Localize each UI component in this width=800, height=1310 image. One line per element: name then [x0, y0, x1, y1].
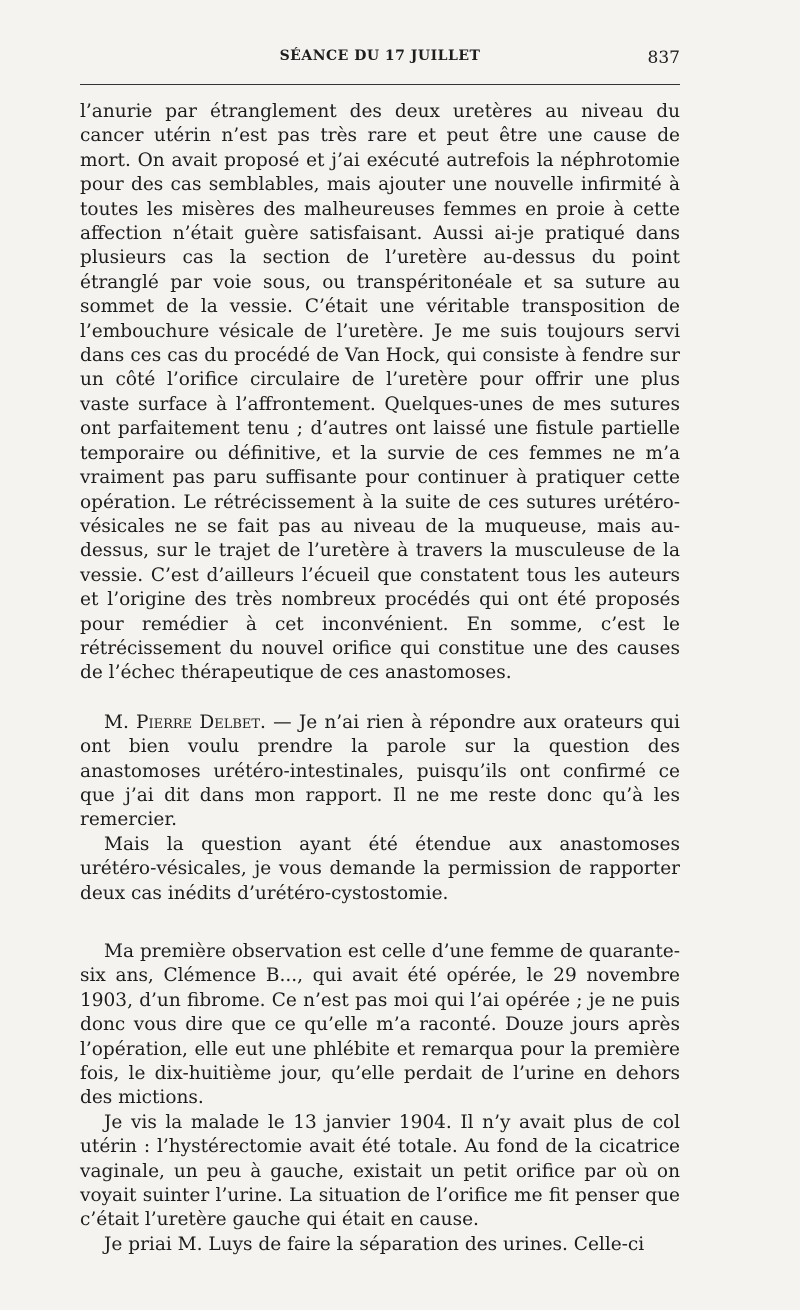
speaker-paragraph [80, 711, 680, 833]
paragraph-1: l’anurie par étranglement des deux uretères au niveau du cancer utérin n’est pas très rare et peut être une cause de mort. On avait proposé et j’ai exécuté autrefois la néphrotomie pour des cas semblables, mais ajouter une nouvelle infirmité à toutes les misères des malheureuses femmes en proie à cette affection n’était guère satisfaisant. Aussi ai-je pratiqué dans plusieurs cas la section de l’uretère au-dessus du point étranglé par voie sous, ou transpéritonéale et sa suture au sommet de la vessie. C’était une véritable transposition de l’embouchure vésicale de l’uretère. Je me suis toujours servi dans ces cas du procédé de Van Hock, qui consiste à fendre sur un côté l’orifice circulaire de l’uretère pour offrir une plus vaste surface à l’affrontement. Quelques-unes de mes sutures ont parfaitement tenu ; d’autres ont laissé une fistule partielle temporaire ou définitive, et la survie de ces femmes ne m’a vraiment pas paru suffisante pour continuer à pratiquer cette opération. Le rétrécissement à la suite de ces sutures urétéro-vésicales ne se fait pas au niveau de la muqueuse, mais au-dessus, sur le trajet de l’uretère à travers la musculeuse de la vessie. C’est d’ailleurs l’écueil que constatent tous les auteurs et l’origine des très nombreux procédés qui ont été proposés pour remédier à cet inconvénient. En somme, c’est le rétrécissement du nouvel orifice qui constitue une des causes de l’échec thérapeutique de ces anastomoses. [80, 101, 680, 684]
paragraph-6: Je priai M. Luys de faire la séparation des urines. Celle-ci [104, 1233, 645, 1255]
paragraph-3: Mais la question ayant été étendue aux anastomoses urétéro-vésicales, je vous demande la permission de rapporter deux cas inédits d’urétéro-cystostomie. [80, 833, 680, 904]
speaker-prefix: M. [104, 711, 137, 733]
paragraph-5: Je vis la malade le 13 janvier 1904. Il n’y avait plus de col utérin : l’hystérectomie avait été totale. Au fond de la cicatrice vaginale, un peu à gauche, existait un petit orifice par où on voyait suinter l’urine. La situation de l’orifice me fit penser que c’était l’uretère gauche qui était en cause. [80, 1111, 680, 1231]
page-number: 837 [647, 48, 680, 68]
running-title: SÉANCE DU 17 JUILLET [279, 48, 481, 64]
page-header [80, 48, 680, 78]
header-rule [80, 84, 680, 85]
paragraph-2-text: Je n’ai rien à répondre aux orateurs qui ont bien voulu prendre la parole sur la question des anastomoses urétéro-intestinales, puisqu’ils ont confirmé ce que j’ai dit dans mon rapport. Il ne me reste donc qu’à les remercier. [80, 711, 680, 831]
paragraph-4: Ma première observation est celle d’une femme de quarante-six ans, Clémence B..., qui avait été opérée, le 29 novembre 1903, d’un fibrome. Ce n’est pas moi qui l’ai opérée ; je ne puis donc vous dire que ce qu’elle m’a raconté. Douze jours après l’opération, elle eut une phlébite et remarqua pour la première fois, le dix-huitième jour, qu’elle perdait de l’urine en dehors des mictions. [80, 941, 680, 1109]
page-body [80, 100, 680, 1257]
speaker-separator: . — [260, 711, 299, 733]
speaker-name: Pierre Delbet [136, 711, 261, 733]
